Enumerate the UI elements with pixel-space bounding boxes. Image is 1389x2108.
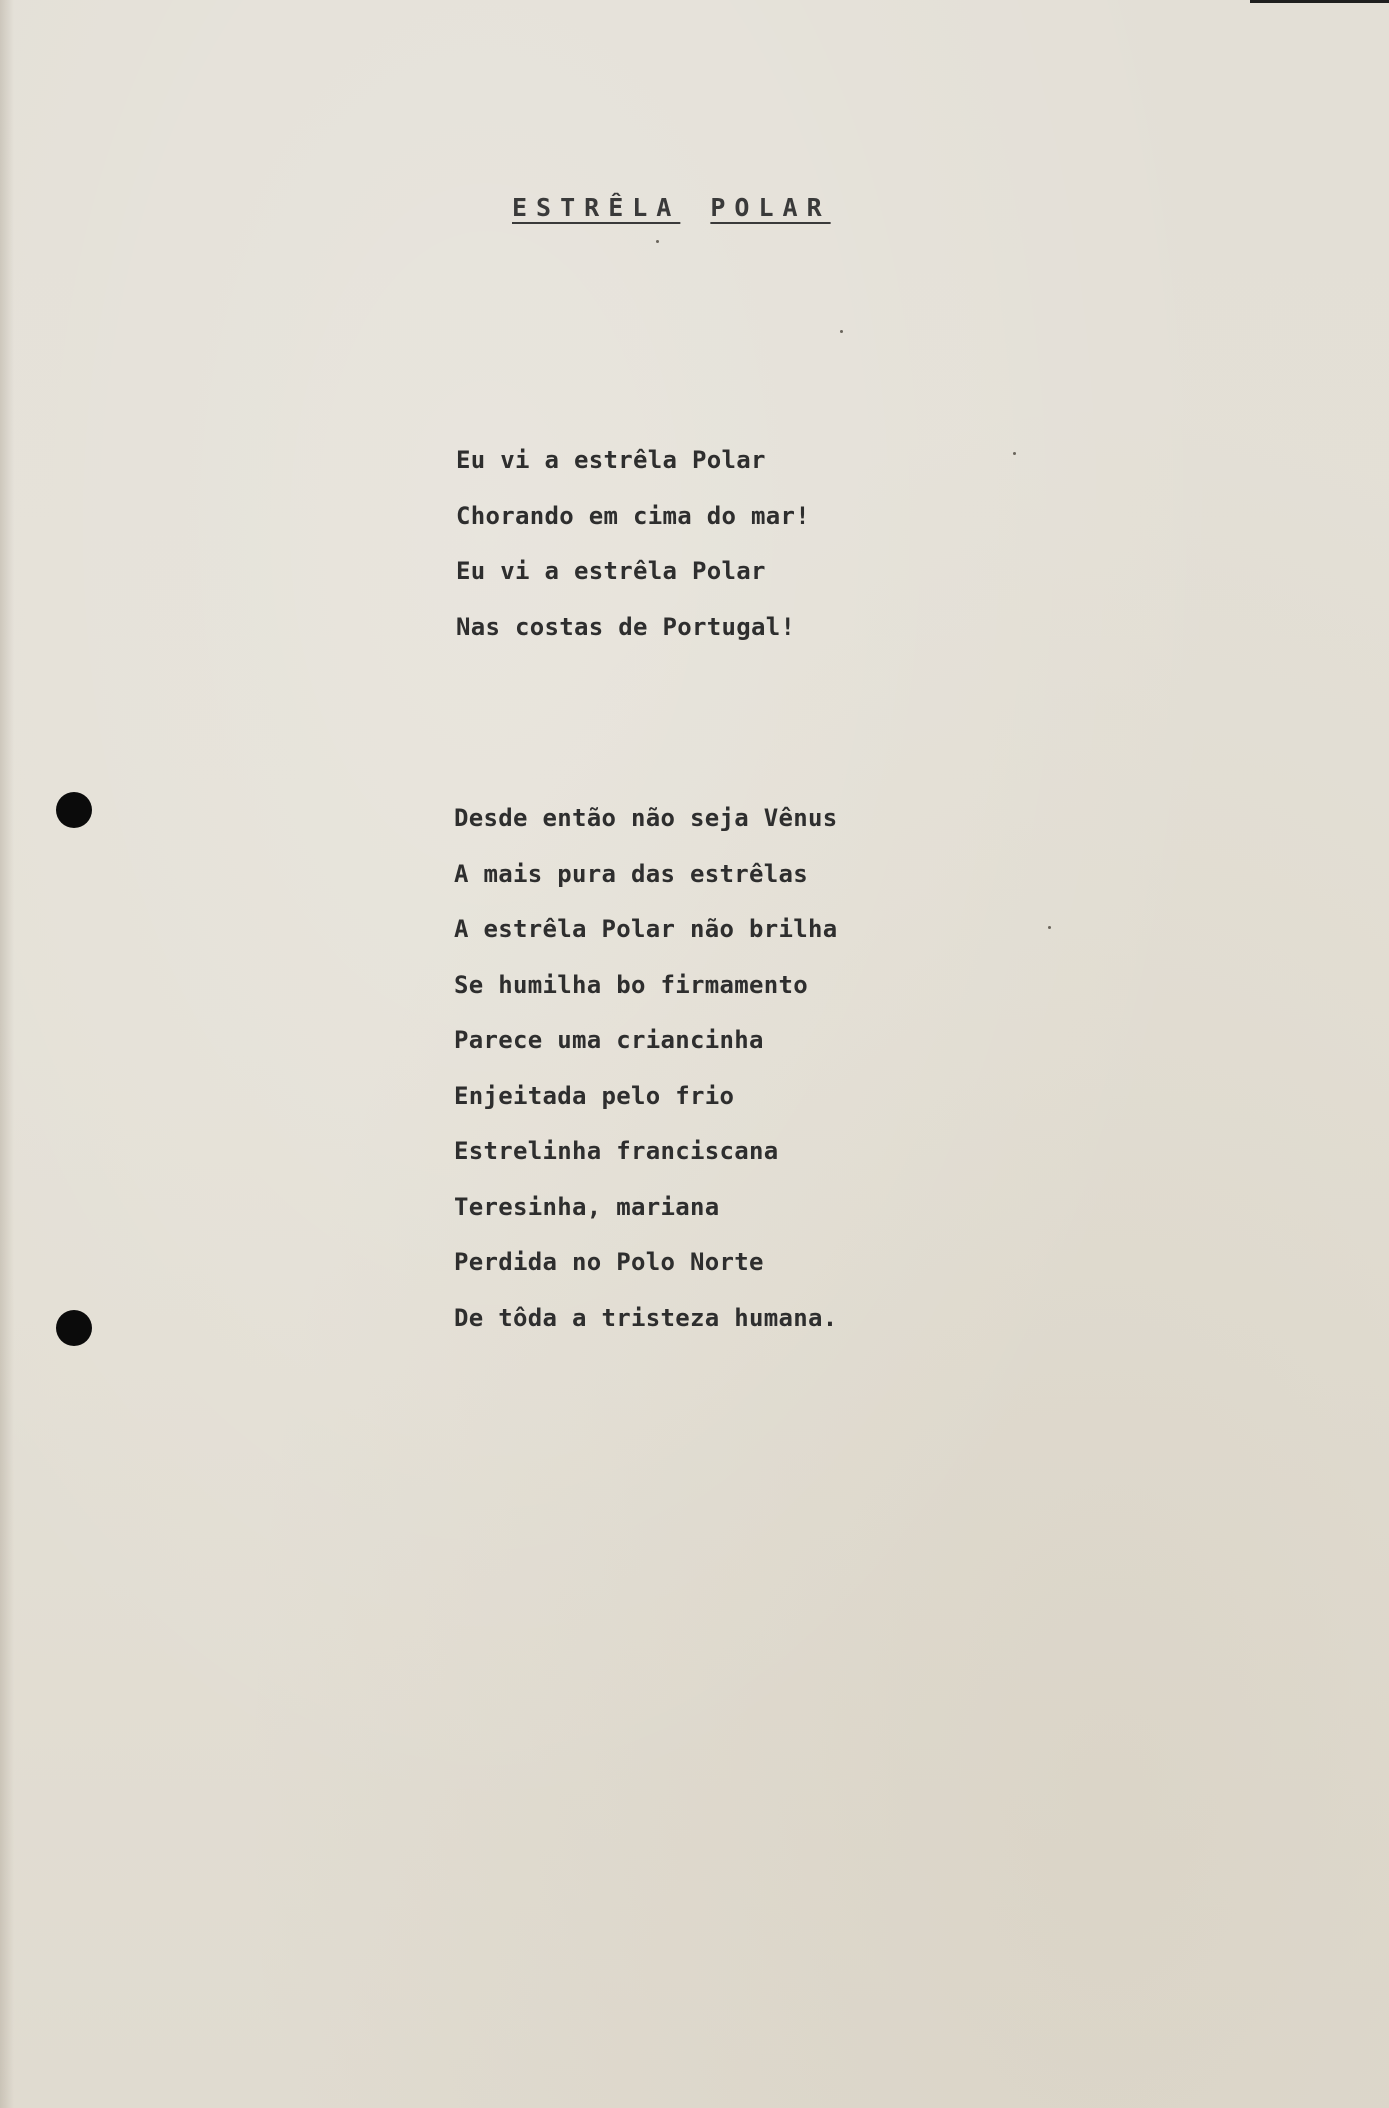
- paper-speck: [840, 330, 843, 333]
- page-edge-shadow: [0, 0, 14, 2108]
- poem-line: Nas costas de Portugal!: [456, 612, 796, 641]
- poem-line: De tôda a tristeza humana.: [454, 1303, 838, 1332]
- poem-title: [512, 193, 932, 222]
- poem-line: Parece uma criancinha: [454, 1026, 764, 1054]
- poem-title-word-1: ESTRÊLA: [512, 193, 681, 222]
- stanza-2: [454, 798, 1014, 1353]
- poem-title-word-2: POLAR: [710, 193, 831, 222]
- poem-line: Eu vi a estrêla Polar: [456, 446, 766, 474]
- poem-line: Se humilha bo firmamento: [454, 970, 808, 999]
- stanza-1: [456, 440, 1016, 662]
- top-edge-mark: [1250, 0, 1389, 3]
- poem-line: Eu vi a estrêla Polar: [456, 557, 766, 585]
- poem-line: Estrelinha franciscana: [454, 1137, 779, 1165]
- paper-speck: [656, 240, 659, 243]
- poem-line: A mais pura das estrêlas: [454, 859, 808, 888]
- punch-hole: [56, 1310, 92, 1346]
- poem-line: Desde então não seja Vênus: [454, 804, 838, 832]
- poem-line: Chorando em cima do mar!: [456, 501, 810, 530]
- punch-hole: [56, 792, 92, 828]
- paper-speck: [1048, 926, 1051, 929]
- poem-line: Enjeitada pelo frio: [454, 1081, 735, 1110]
- poem-line: Teresinha, mariana: [454, 1192, 720, 1221]
- poem-line: Perdida no Polo Norte: [454, 1248, 764, 1276]
- poem-line: A estrêla Polar não brilha: [454, 915, 838, 943]
